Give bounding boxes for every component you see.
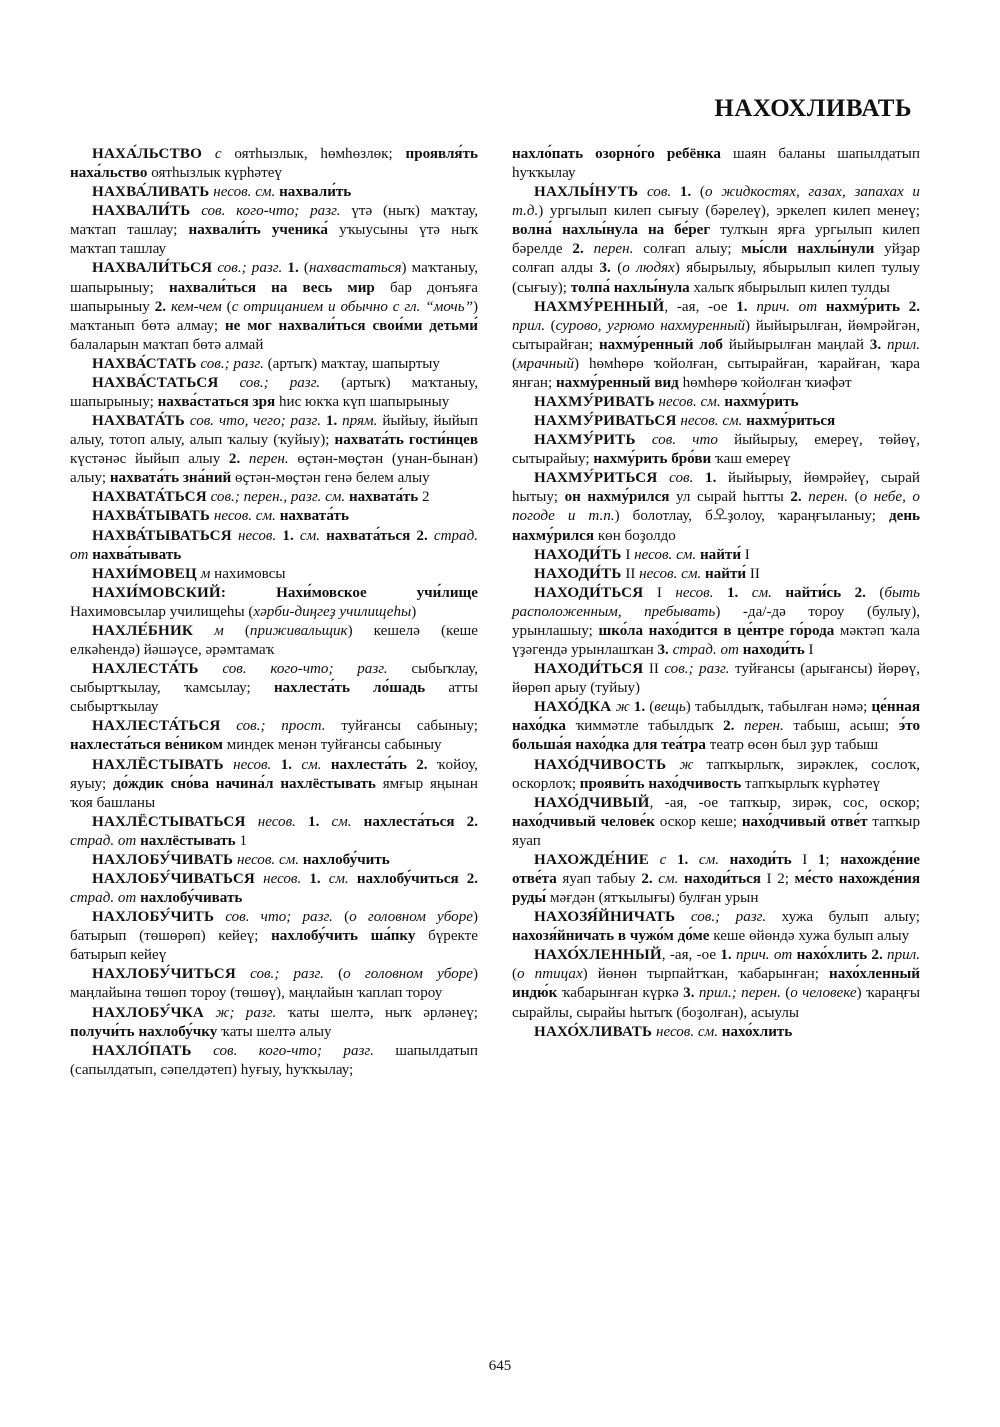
dictionary-entry: НАХИ́МОВСКИЙ: Нахи́мовское учи́лище Нахимовсылар училищеһы (хәрби-диңгеҙ училищеһы): [70, 584, 478, 620]
dictionary-entry: НАХМУ́РИВАТЬ несов. см. нахму́рить: [534, 394, 799, 411]
dictionary-entry: НАХЛЕСТА́ТЬ сов. кого-что; разг. сыбыҡлау, сыбыртҡылау, ҡамсылау; нахлеста́ть ло́шадь атты сыбыртҡылау: [70, 661, 479, 716]
left-column: [70, 145, 478, 1080]
page-running-head: НАХОХЛИВАТЬ: [714, 95, 912, 122]
dictionary-entry: НАХЛОБУ́ЧИВАТЬСЯ несов. 1. см. нахлобу́читься 2. страд. от нахлобу́чивать: [70, 870, 479, 907]
page-number: 645: [488, 1358, 512, 1374]
dictionary-entry: НАХЛОБУ́ЧИВАТЬ несов. см. нахлобу́чить: [92, 851, 390, 868]
dictionary-entry: НАХОДИ́ТЬСЯ I несов. 1. см. найти́сь 2. (быть расположенным, пребывать) -да/-дә тороу (булыу), урынлашыу; шко́ла нахо́дится в це́нтре го́рода мәктәп ҡала үҙәгендә урынлашҡан 3. страд. от находи́ть I: [512, 584, 920, 659]
dictionary-entry: НАХО́ХЛИВАТЬ несов. см. нахо́хлить: [534, 1023, 793, 1040]
dictionary-entry: НАХОДИ́ТЬ II несов. см. найти́ II: [534, 565, 760, 582]
dictionary-entry: НАХЛЫ́НУТЬ сов. 1. (о жидкостях, газах, запахах и т.д.) ургылып килеп сығыу (бәрелеү), эркелеп килеп менеү; волна́ нахлы́нула на бе́рег тулҡын ярға ургылып килеп бәрелде 2. перен. солғап алыу; мы́сли нахлы́нули уйҙар солғап алды 3. (о людях) ябырылыу, ябырылып килеп тулыу (сығыу); толпа́ нахлы́нула халыҡ ябырылып килеп тулды: [512, 184, 921, 296]
dictionary-entry: НАХЛЕСТА́ТЬСЯ сов.; прост. туйғансы сабыныу; нахлеста́ться ве́ником миндек менән туйғансы сабыныу: [70, 718, 478, 754]
dictionary-entry: НАХМУ́РИВАТЬСЯ несов. см. нахму́риться: [534, 413, 836, 430]
dictionary-entry: НАХВАТА́ТЬ сов. что, чего; разг. 1. прям. йыйыу, йыйып алыу, тотоп алыу, алып ҡалыу (ҡуйыу); нахвата́ть гости́нцев күстәнәс йыйып алыу 2. перен. өҫтән-мөҫтән (унан-бынан) алыу; нахвата́ть зна́ний өҫтән-мөҫтән генә белем алыу: [70, 413, 479, 487]
dictionary-entry: НАХИ́МОВЕЦ м нахимовсы: [92, 565, 286, 582]
dictionary-entry: НАХЛОБУ́ЧИТЬ сов. что; разг. (о головном уборе) батырып (төшөрөп) кейеү; нахлобу́чить ша́пку бүректе батырып кейеү: [70, 909, 478, 964]
dictionary-entry: НАХОЖДЕ́НИЕ с 1. см. находи́ть I 1; нахожде́ние отве́та яуап табыу 2. см. находи́ться I 2; ме́сто нахожде́ния руды́ мәғдән (ятҡылығы) булған урын: [512, 851, 921, 907]
dictionary-entry: НАХЛЁСТЫВАТЬ несов. 1. см. нахлеста́ть 2. ҡойоу, яуыу; до́ждик сно́ва начина́л нахлёстывать ямғыр яңынан ҡоя башланы: [70, 756, 478, 811]
dictionary-entry: НАХМУ́РИТЬСЯ сов. 1. йыйырыу, йөмрәйеү, сырай һытыу; он нахму́рился ул сырай һытты 2. перен. (о небе, о погоде и т.п.) болотлау, б오ҙолоу, ҡараңғыланыу; день нахму́рился көн боҙолдо: [512, 470, 920, 544]
dictionary-entry: НАХЛЁСТЫВАТЬСЯ несов. 1. см. нахлеста́ться 2. страд. от нахлёстывать 1: [70, 813, 478, 849]
dictionary-entry: НАХВА́ТЫВАТЬ несов. см. нахвата́ть: [92, 508, 349, 525]
dictionary-entry: НАХОЗЯ́ЙНИЧАТЬ сов.; разг. хужа булып алыу; нахозя́йничать в чужо́м до́ме кеше өйөндә хужа булып алыу: [512, 909, 920, 945]
dictionary-entry: НАХВА́СТАТЬСЯ сов.; разг. (артыҡ) маҡтаныу, шапырыныу; нахва́статься зря һис юкҡа күп шапырыныу: [70, 374, 478, 411]
dictionary-entry: НАХМУ́РИТЬ сов. что йыйырыу, емереү, төйөү, сытырайыу; нахму́рить бро́ви ҡаш емереү: [512, 432, 920, 468]
dictionary-entry: НАХМУ́РЕННЫЙ, -ая, -ое 1. прич. от нахму́рить 2. прил. (сурово, угрюмо нахмуренный) йыйырылған, йөмрәйгән, сытырайған; нахму́ренный лоб йыйырылған маңлай 3. прил. (мрачный) һөмһөрө ҡойолған, сытырайған, ҡарайған, ҡара янған; нахму́ренный вид һөмһөрө ҡойолған ҡиәфәт: [512, 298, 921, 391]
dictionary-entry: НАХЛО́ПАТЬ сов. кого-что; разг. шапылдатып (сапылдатып, сәпелдәтеп) һуғыу, һуҡҡылау;: [70, 1042, 479, 1078]
dictionary-entry: НАХВА́СТАТЬ сов.; разг. (артыҡ) маҡтау, шапыртыу: [92, 355, 440, 372]
dictionary-entry: НАХОДИ́ТЬ I несов. см. найти́ I: [534, 546, 750, 563]
dictionary-entry: НАХО́ДЧИВОСТЬ ж тапҡырлыҡ, зирәклек, сослоҡ, оскорлоҡ; прояви́ть нахо́дчивость тапҡырлыҡ күрһәтеү: [512, 756, 920, 792]
dictionary-entry: НАХО́ДКА ж 1. (вещь) табылдыҡ, табылған нәмә; це́нная нахо́дка ҡиммәтле табылдыҡ 2. перен. табыш, асыш; э́то больша́я нахо́дка для теа́тра театр өсөн был ҙур табыш: [512, 699, 920, 754]
dictionary-entry: нахло́пать озорно́го ребёнка шаян баланы шапылдатып һуҡҡылау: [512, 146, 920, 182]
dictionary-entry: НАХЛОБУ́ЧКА ж; разг. ҡаты шелтә, ныҡ әрләнеү; получи́ть нахлобу́чку ҡаты шелтә алыу: [70, 1004, 478, 1040]
dictionary-entry: НАХЛЕ́БНИК м (приживальщик) кешелә (кеше елкәһендә) йәшәүсе, әрәмтамаҡ: [70, 622, 478, 659]
dictionary-entry: НАХВАЛИ́ТЬ сов. кого-что; разг. үтә (ныҡ) маҡтау, маҡтап ташлау; нахвали́ть ученика́ уҡыусыны үтә ныҡ маҡтап ташлау: [70, 203, 478, 258]
dictionary-entry: НАХВА́ТЫВАТЬСЯ несов. 1. см. нахвата́ться 2. страд. от нахва́тывать: [70, 527, 479, 563]
dictionary-entry: НАХОДИ́ТЬСЯ II сов.; разг. туйғансы (арығансы) йөрөү, йөрөп арыу (туйыу): [512, 661, 920, 697]
dictionary-entry: НАХВАЛИ́ТЬСЯ сов.; разг. 1. (нахвастаться) маҡтаныу, шапырыныу; нахвали́ться на весь мир бар донъяға шапырыныу 2. кем-чем (с отрицанием и обычно с гл. “мочь”) маҡтанып бөтә алмау; не мог нахвали́ться свои́ми детьми́ балаларын маҡтап бөтә алмай: [70, 260, 478, 353]
dictionary-entry: НАХО́ДЧИВЫЙ, -ая, -ое тапҡыр, зирәк, сос, оскор; нахо́дчивый челове́к оскор кеше; нахо́дчивый отве́т тапҡыр яуап: [512, 794, 920, 849]
dictionary-entry: НАХА́ЛЬСТВО с оятһызлык, һөмһөзлөк; проявля́ть наха́льство оятһызлык күрһәтеү: [70, 146, 478, 182]
two-column-body: [70, 145, 930, 1080]
dictionary-entry: НАХВА́ЛИВАТЬ несов. см. нахвали́ть: [92, 184, 352, 201]
right-column: [512, 145, 920, 1042]
dictionary-entry: НАХВАТА́ТЬСЯ сов.; перен., разг. см. нахвата́ть 2: [92, 489, 430, 506]
dictionary-entry: НАХО́ХЛЕННЫЙ, -ая, -ое 1. прич. от нахо́хлить 2. прил. (о птицах) йөнөн тырпайтҡан, ҡабарынған; нахо́хленный индю́к ҡабарынған күркә 3. прил.; перен. (о человеке) ҡараңғы сырайлы, сырайы һытыҡ (боҙолған), асыулы: [512, 947, 921, 1021]
dictionary-entry: НАХЛОБУ́ЧИТЬСЯ сов.; разг. (о головном уборе) маңлайына төшөп тороу (төшөү), маңлайын ҡаплап тороу: [70, 966, 478, 1002]
